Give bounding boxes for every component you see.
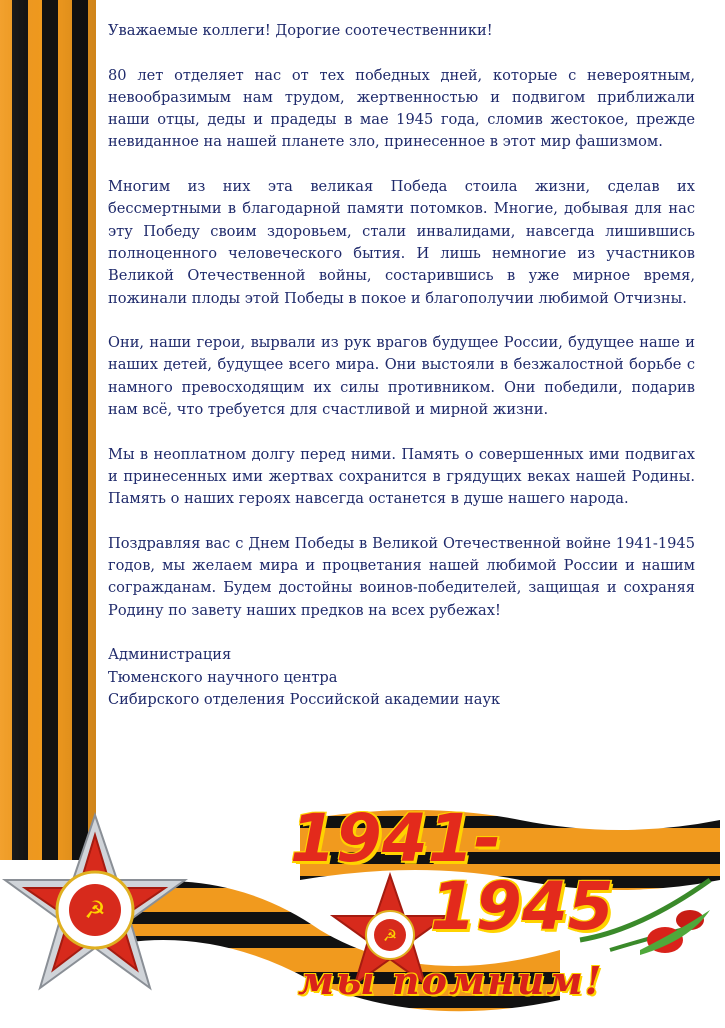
signature-line-2: Тюменского научного центра <box>108 668 338 686</box>
svg-text:☭: ☭ <box>84 896 106 924</box>
letter-greeting: Уважаемые коллеги! Дорогие соотечественники! <box>108 22 493 39</box>
letter-paragraph-5: Поздравляя вас с Днем Победы в Великой Отечественной войне 1941-1945 годов, мы желаем мира и процветания нашей любимой России и нашим согражданам. Будем достойны воинов-победителей, защищая и сохраняя Родину по завету наших предков на всех рубежах! <box>108 534 695 619</box>
letter-paragraph-1: 80 лет отделяет нас от тех победных дней, которые с невероятным, невообразимым нам трудом, жертвенностью и подвигом приближали наши отцы, деды и прадеды в мае 1945 года, сломив жестокое, прежде невиданное на нашей планете зло, принесенное в этот мир фашизмом. <box>108 66 695 151</box>
year-start: 1941- <box>290 800 502 877</box>
letter-paragraph-4: Мы в неоплатном долгу перед ними. Память о совершенных ими подвигах и принесенных ими жертвах сохранится в грядущих веках нашей Родины. Память о наших героях навсегда останется в душе нашего народа. <box>108 445 695 508</box>
letter-body <box>108 20 695 711</box>
letter-paragraph-3: Они, наши герои, вырвали из рук врагов будущее России, будущее наше и наших детей, будущее всего мира. Они выстояли в безжалостной борьбе с намного превосходящим их силы противником. Они победили, подарив нам всё, что требуется для счастливой и мирной жизни. <box>108 334 695 419</box>
letter-paragraph-2: Многим из них эта великая Победа стоила жизни, сделав их бессмертными в благодарной памяти потомков. Многие, добывая для нас эту Победу своим здоровьем, стали инвалидами, навсегда лишившись полноценного человеческого бытия. И лишь немногие из участников Великой Отечественной войны, состарившись в уже мирное время, пожинали плоды этой Победы в покое и благополучии любимой Отчизны. <box>108 178 695 307</box>
slogan-we-remember: мы помним! <box>298 958 604 1003</box>
signature-line-1: Администрация <box>108 646 232 664</box>
letter-signature <box>108 644 695 711</box>
signature-line-3: Сибирского отделения Российской академии наук <box>108 690 501 708</box>
st-george-ribbon-left <box>0 0 100 860</box>
svg-text:☭: ☭ <box>382 926 398 945</box>
year-end: 1945 <box>430 868 614 945</box>
